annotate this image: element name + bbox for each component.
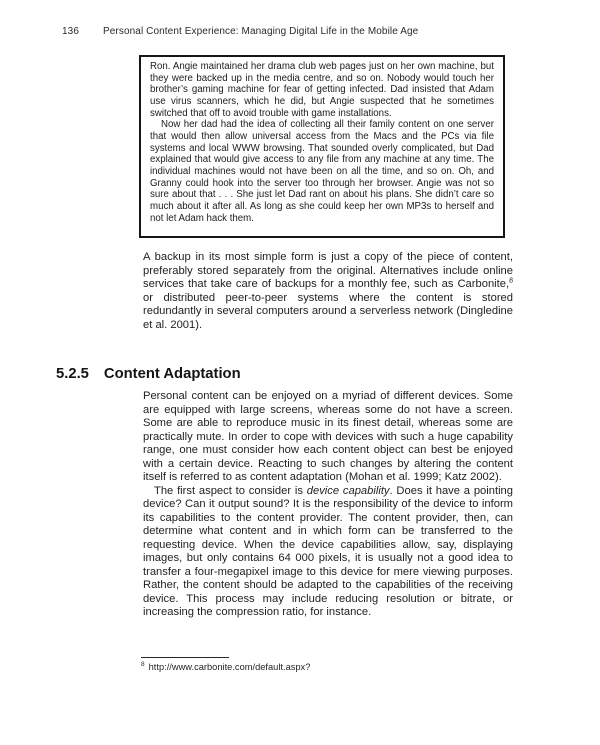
footnote-url: http://www.carbonite.com/default.aspx? [148, 662, 311, 672]
section-heading [56, 366, 241, 382]
footnote-reference: 8 [509, 277, 513, 285]
section-body [143, 390, 513, 620]
page-number: 136 [62, 26, 79, 37]
device-capability-italic: device capability [306, 484, 390, 497]
adaptation-paragraph-2-text-2: . Does it have a pointing device? Can it output sound? It is the responsibility of the device to inform its capabilities to the content provider. The content provider, then, can determine what content and in which form can be transferred to the requesting device. When the device capabilities allow, say, displaying images, but only contains 64 000 pixels, it is usually not a good idea to transfer a four-megapixel image to this device for mere viewing purposes. Rather, the content should be adapted to the capabilities of the receiving device. This process may include reducing resolution or bitrate, or increasing the compression ratio, for instance. [143, 484, 514, 618]
adaptation-paragraph-2-text-1: The first aspect to consider is [154, 484, 307, 497]
footnote [141, 657, 310, 672]
narrative-sidebar-box [139, 55, 505, 238]
page-header [62, 26, 418, 37]
story-paragraph-2: Now her dad had the idea of collecting all their family content on one server that would then allow universal access from the Macs and the PCs via file systems and local WWW browsing. That sounded overly complicated, but Dad explained that would give access to any file from any machine at any time. The individual machines would not have been on all the time, and so on. Oh, and Granny could hook into the server too through her browser. Angie was not so sure about that . . . She just let Dad rant on about his plans. She didn’t care so much about it after all. As long as she could keep her own MP3s to herself and not let Adam hack them. [150, 119, 494, 224]
backup-paragraph-text-2: or distributed peer-to-peer systems where the content is stored redundantly in several computers around a serverless network (Dingledine et al. 2001). [143, 291, 513, 331]
footnote-marker: 8 [141, 660, 145, 668]
section-title: Content Adaptation [103, 366, 241, 382]
backup-paragraph [143, 251, 513, 332]
adaptation-paragraph-1: Personal content can be enjoyed on a myriad of different devices. Some are equipped with large screens, whereas some do not have a screen. Some are able to reproduce music in its finest detail, whereas some are practically mute. In order to cope with devices with such a huge capability range, one must consider how each content object can best be enjoyed with a certain device. Reacting to such changes by altering the content itself is referred to as content adaptation (Mohan et al. 1999; Katz 2002). [143, 390, 513, 483]
story-paragraph-1: Ron. Angie maintained her drama club web pages just on her own machine, but they were backed up in the media centre, and so on. Nobody would touch her brother’s gaming machine for fear of getting infected. Dad insisted that Adam use virus scanners, which he did, but Angie suspected that he sometimes switched that off to avoid trouble with game installations. [150, 61, 494, 119]
running-title: Personal Content Experience: Managing Digital Life in the Mobile Age [103, 26, 419, 37]
adaptation-paragraph-2 [143, 485, 513, 620]
footnote-rule [141, 657, 229, 658]
backup-paragraph-text-1: A backup in its most simple form is just a copy of the piece of content, preferably stored separately from the original. Alternatives include online services that take care of backups for a monthly fee, such as Carbonite, [143, 251, 513, 290]
section-number: 5.2.5 [56, 366, 89, 382]
